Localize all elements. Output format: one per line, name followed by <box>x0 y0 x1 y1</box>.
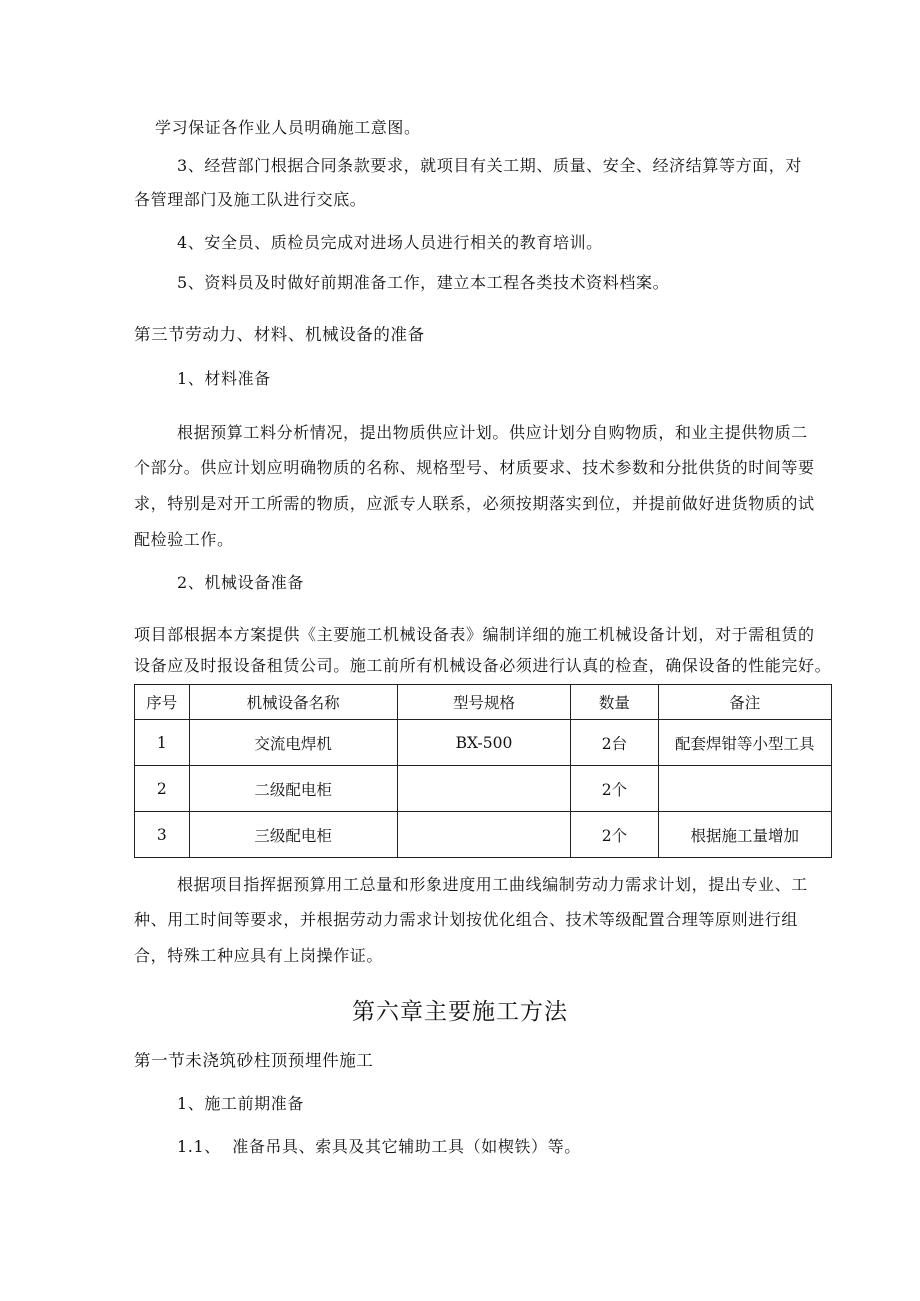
paragraph-line: 学习保证各作业人员明确施工意图。 <box>155 118 421 137</box>
table-row <box>135 720 832 766</box>
paragraph-line: 设备应及时报设备租赁公司。施工前所有机械设备必须进行认真的检查，确保设备的性能完好。 <box>134 656 832 675</box>
paragraph-line: 个部分。供应计划应明确物质的名称、规格型号、材质要求、技术参数和分批供货的时间等要 <box>134 458 815 477</box>
table-cell: 1 <box>135 720 190 766</box>
table-cell: 2 <box>135 766 190 812</box>
table-cell: 三级配电柜 <box>189 812 397 858</box>
paragraph-line: 配检验工作。 <box>134 530 234 549</box>
paragraph-line: 5、资料员及时做好前期准备工作，建立本工程各类技术资料档案。 <box>177 273 670 292</box>
table-cell: 2台 <box>571 720 658 766</box>
section-title: 第一节未浇筑砂柱顶预埋件施工 <box>134 1051 374 1070</box>
paragraph-line: 各管理部门及施工队进行交底。 <box>134 190 367 209</box>
table-cell: 2个 <box>571 812 658 858</box>
table-cell <box>397 812 571 858</box>
table-cell: 根据施工量增加 <box>658 812 831 858</box>
equipment-table <box>134 684 832 858</box>
chapter-title: 第六章主要施工方法 <box>352 999 568 1025</box>
subsection-title: 2、机械设备准备 <box>177 573 304 592</box>
table-cell: 配套焊钳等小型工具 <box>658 720 831 766</box>
section-title: 第三节劳动力、材料、机械设备的准备 <box>134 325 425 344</box>
paragraph-line: 种、用工时间等要求，并根据劳动力需求计划按优化组合、技术等级配置合理等原则进行组 <box>134 910 799 929</box>
table-row <box>135 812 832 858</box>
paragraph-line: 4、安全员、质检员完成对进场人员进行相关的教育培训。 <box>177 233 603 252</box>
table-header-cell: 型号规格 <box>397 685 571 720</box>
paragraph-line: 根据项目指挥据预算用工总量和形象进度用工曲线编制劳动力需求计划，提出专业、工 <box>177 875 808 894</box>
table-header-cell: 机械设备名称 <box>189 685 397 720</box>
table-header-cell: 数量 <box>571 685 658 720</box>
subsection-title: 1、材料准备 <box>177 369 271 388</box>
paragraph-line: 项目部根据本方案提供《主要施工机械设备表》编制详细的施工机械设备计划，对于需租赁的 <box>134 625 815 644</box>
table-cell <box>658 766 831 812</box>
table-cell <box>397 766 571 812</box>
paragraph-line: 合，特殊工种应具有上岗操作证。 <box>134 946 384 965</box>
subsection-title: 1、施工前期准备 <box>177 1094 304 1113</box>
table-header-row <box>135 685 832 720</box>
list-item: 1.1、 准备吊具、索具及其它辅助工具（如楔铁）等。 <box>177 1137 581 1156</box>
paragraph-line: 3、经营部门根据合同条款要求，就项目有关工期、质量、安全、经济结算等方面，对 <box>177 156 802 175</box>
table-cell: 二级配电柜 <box>189 766 397 812</box>
table-header-cell: 序号 <box>135 685 190 720</box>
table-cell: 交流电焊机 <box>189 720 397 766</box>
paragraph-line: 求，特别是对开工所需的物质，应派专人联系，必须按期落实到位，并提前做好进货物质的试 <box>134 494 815 513</box>
table-cell: BX-500 <box>397 720 571 766</box>
table-cell: 3 <box>135 812 190 858</box>
table-row <box>135 766 832 812</box>
table-cell: 2个 <box>571 766 658 812</box>
table-header-cell: 备注 <box>658 685 831 720</box>
paragraph-line: 根据预算工料分析情况，提出物质供应计划。供应计划分自购物质，和业主提供物质二 <box>177 423 808 442</box>
